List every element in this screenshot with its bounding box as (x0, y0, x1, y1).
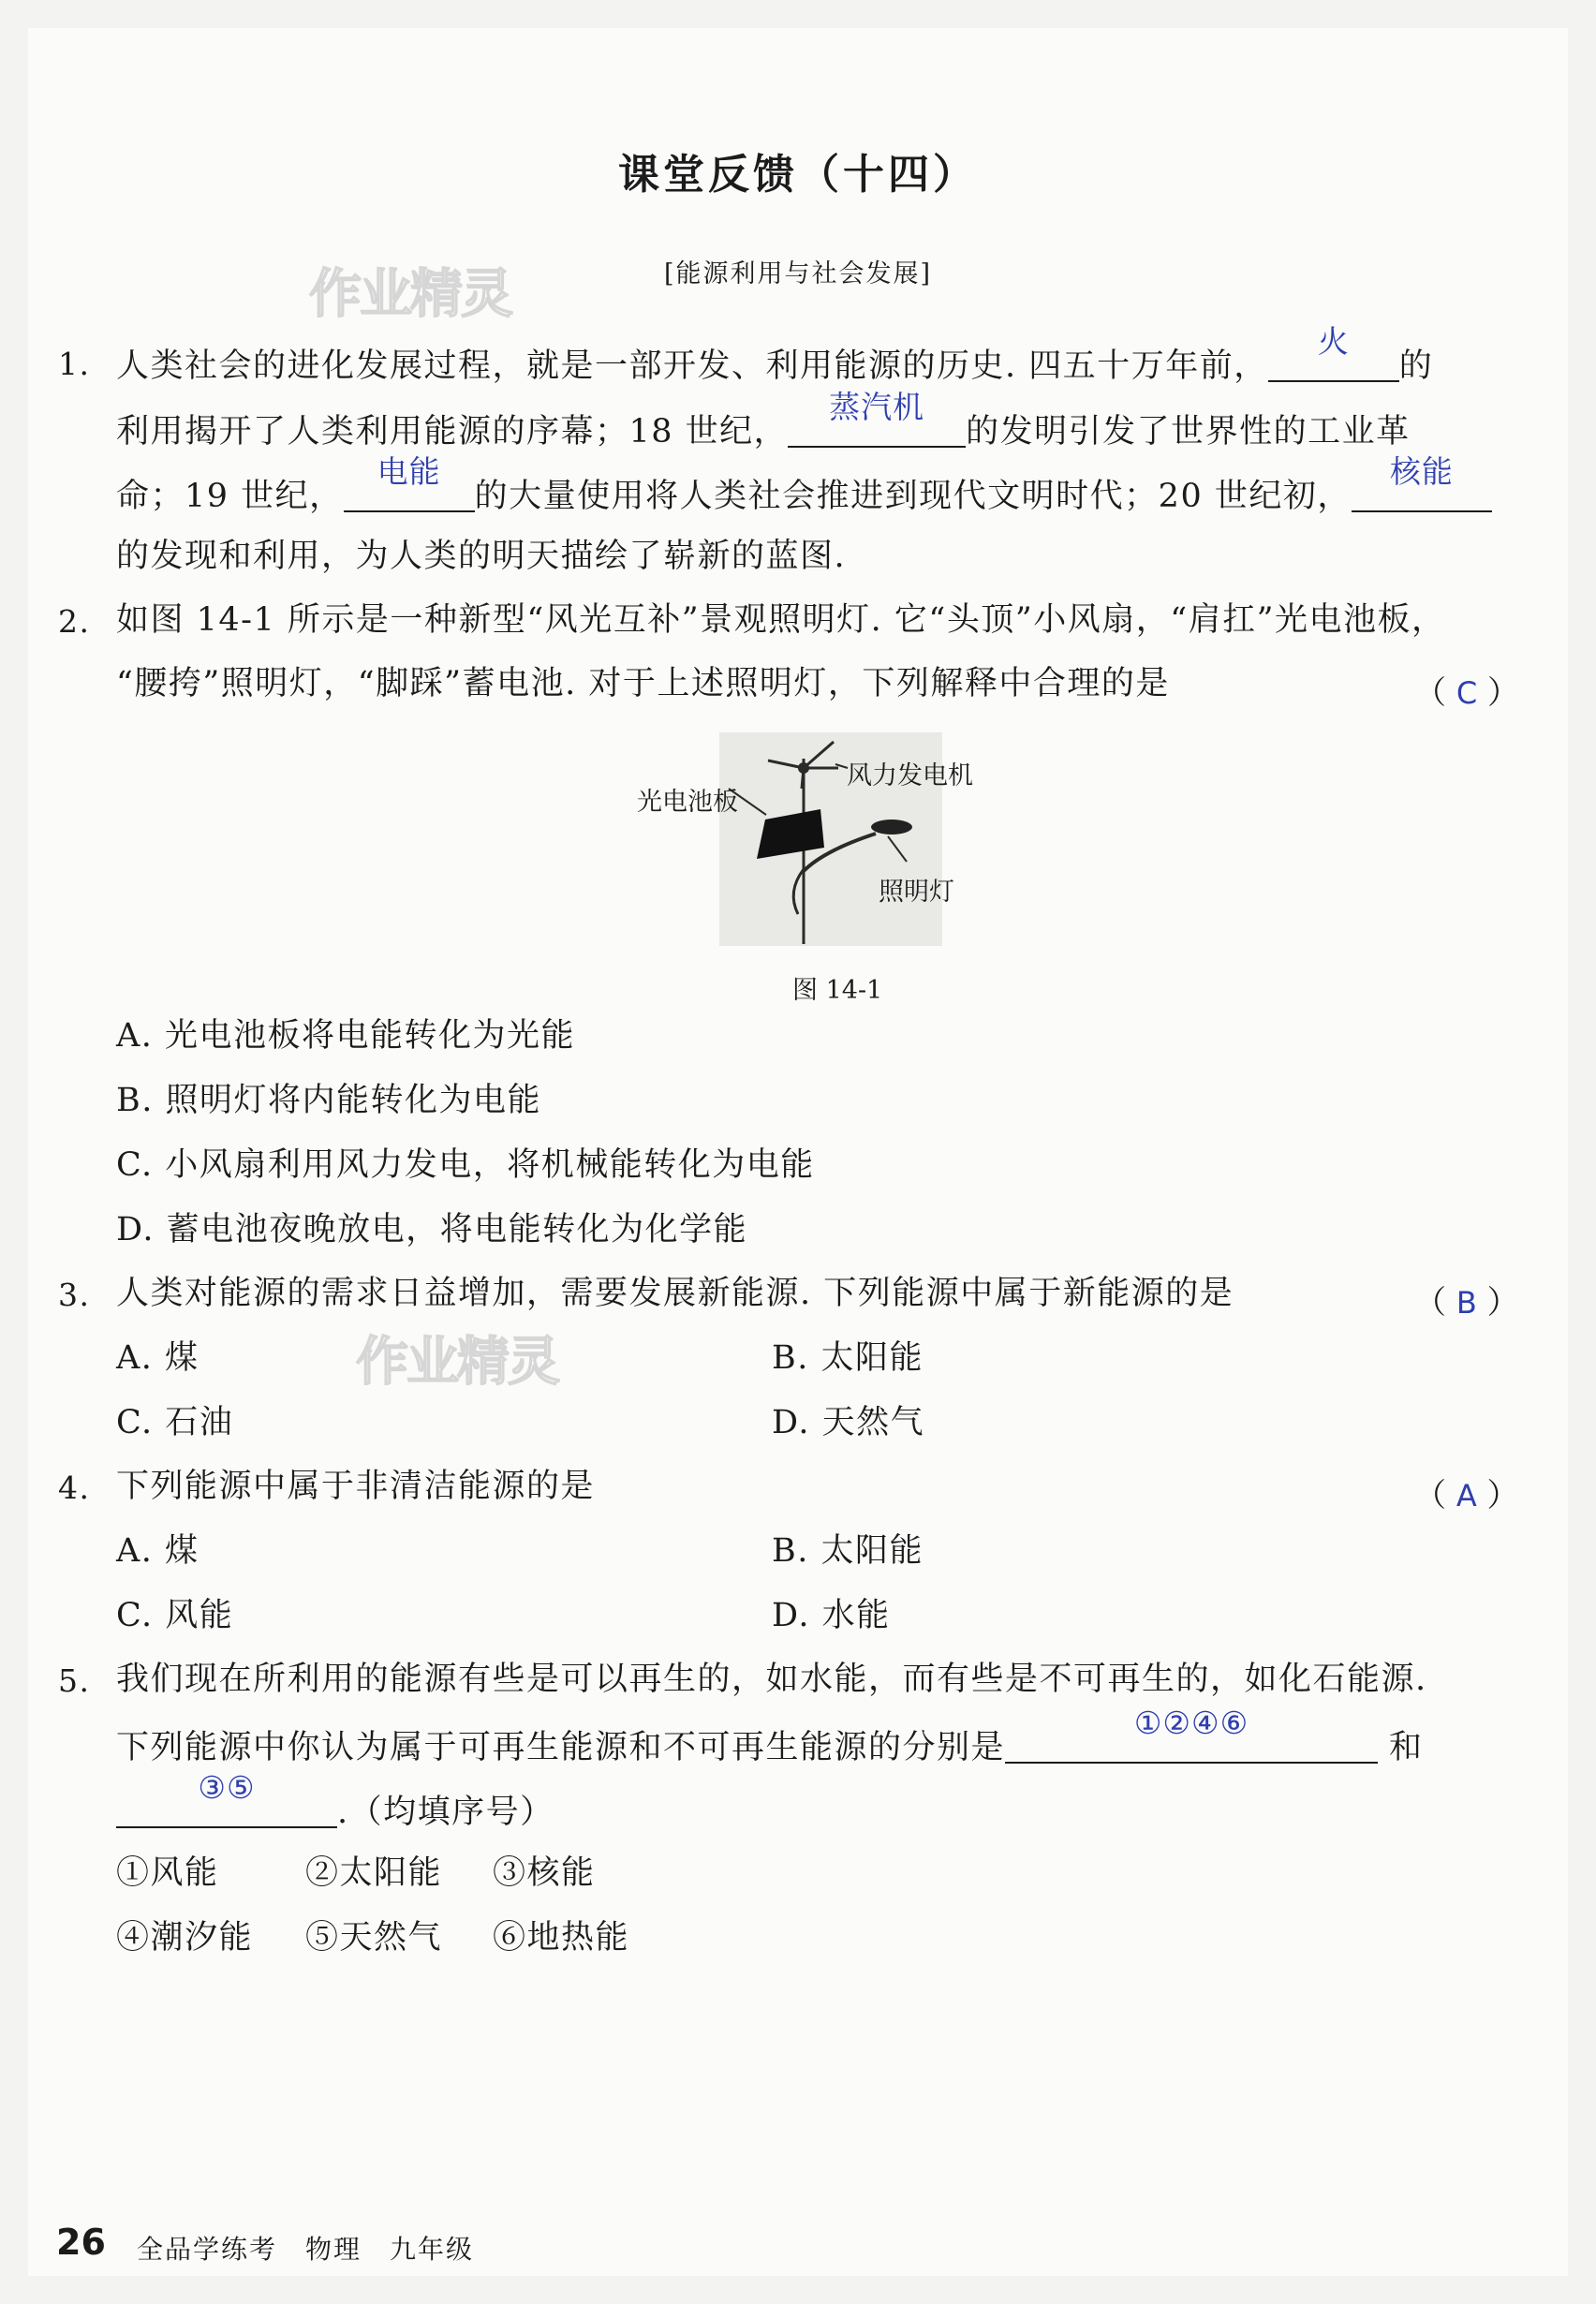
handwritten-answer: ③⑤ (198, 1769, 256, 1806)
question-number: 3. (58, 1277, 91, 1313)
handwritten-answer: 电能 (377, 453, 441, 490)
question-5-line-2: 下列能源中你认为属于可再生能源和不可再生能源的分别是 ①②④⑥ 和 (116, 1705, 1424, 1766)
question-1-line-3: 命；19 世纪， 电能 的大量使用将人类社会推进到现代文明时代；20 世纪初， 核能 (116, 477, 1492, 513)
option-c: C. 小风扇利用风力发电，将机械能转化为电能 (116, 1146, 815, 1184)
question-number: 4. (58, 1470, 91, 1506)
question-1-line-4: 的发现和利用，为人类的明天描绘了崭新的蓝图. (116, 538, 847, 575)
answer-blank (344, 453, 475, 512)
option-a: A. 煤 (116, 1339, 200, 1377)
option-a: A. 煤 (116, 1532, 200, 1570)
energy-list-item: ①风能 (116, 1854, 219, 1892)
answer-parentheses: （ A ） (1414, 1477, 1519, 1514)
energy-list-item: ⑤天然气 (305, 1919, 443, 1957)
question-1-line-1: 人类社会的进化发展过程，就是一部开发、利用能源的历史. 四五十万年前， 火 的 (116, 323, 1434, 385)
question-number: 1. (58, 346, 91, 382)
handwritten-answer: C (1456, 675, 1478, 711)
answer-blank (1268, 323, 1399, 382)
question-2-line-1: 如图 14-1 所示是一种新型“风光互补”景观照明灯. 它“头顶”小风扇，“肩扛”光电池板， (116, 601, 1446, 639)
question-5-line-1: 我们现在所利用的能源有些是可以再生的，如水能，而有些是不可再生的，如化石能源. (116, 1661, 1427, 1698)
question-5-line-3: ③⑤ .（均填序号） (116, 1793, 554, 1829)
energy-list-item: ⑥地热能 (493, 1919, 630, 1957)
option-b: B. 太阳能 (772, 1339, 924, 1377)
figure-label-solar-panel: 光电池板 (637, 788, 738, 817)
handwritten-answer: A (1456, 1478, 1477, 1514)
handwritten-answer: 蒸汽机 (829, 389, 925, 425)
energy-list-item: ④潮汐能 (116, 1919, 254, 1957)
watermark-logo: 作业精灵 (356, 1332, 558, 1393)
grade-level: 九年级 (390, 2234, 475, 2265)
section-subtitle: [能源利用与社会发展] (663, 259, 933, 288)
option-d: D. 天然气 (772, 1404, 925, 1441)
figure-caption: 图 14-1 (792, 976, 883, 1005)
energy-list-item: ③核能 (493, 1854, 596, 1892)
answer-blank (116, 1769, 337, 1828)
handwritten-answer: B (1456, 1285, 1477, 1321)
handwritten-answer: 核能 (1389, 453, 1454, 490)
watermark-logo: 作业精灵 (309, 264, 511, 325)
answer-blank (788, 389, 966, 448)
answer-parentheses: （ C ） (1414, 674, 1519, 712)
answer-parentheses: （ B ） (1414, 1284, 1519, 1322)
question-number: 2. (58, 603, 91, 640)
option-d: D. 蓄电池夜晚放电，将电能转化为化学能 (116, 1211, 748, 1248)
option-a: A. 光电池板将电能转化为光能 (116, 1017, 576, 1055)
option-b: B. 太阳能 (772, 1532, 924, 1570)
handwritten-answer: ①②④⑥ (1133, 1705, 1249, 1741)
answer-blank (1005, 1705, 1378, 1764)
option-d: D. 水能 (772, 1597, 891, 1634)
answer-blank (1352, 453, 1492, 512)
question-2-line-2: “腰挎”照明灯，“脚踩”蓄电池. 对于上述照明灯，下列解释中合理的是 (116, 665, 1170, 702)
page-title: 课堂反馈（十四） (618, 151, 978, 199)
page-number: 26 (56, 2222, 106, 2263)
book-name: 全品学练考 (137, 2234, 278, 2265)
figure-label-wind-generator: 风力发电机 (847, 761, 973, 790)
option-c: C. 石油 (116, 1404, 234, 1441)
question-number: 5. (58, 1662, 91, 1699)
figure-label-lamp: 照明灯 (879, 878, 954, 907)
question-1-line-2: 利用揭开了人类利用能源的序幕；18 世纪， 蒸汽机 的发明引发了世界性的工业革 (116, 389, 1411, 450)
question-4-stem: 下列能源中属于非清洁能源的是 (116, 1468, 596, 1505)
option-b: B. 照明灯将内能转化为电能 (116, 1082, 541, 1119)
question-3-stem: 人类对能源的需求日益增加，需要发展新能源. 下列能源中属于新能源的是 (116, 1275, 1234, 1312)
option-c: C. 风能 (116, 1597, 234, 1634)
handwritten-answer: 火 (1317, 323, 1350, 360)
subject-name: 物理 (305, 2234, 362, 2265)
energy-list-item: ②太阳能 (305, 1854, 443, 1892)
